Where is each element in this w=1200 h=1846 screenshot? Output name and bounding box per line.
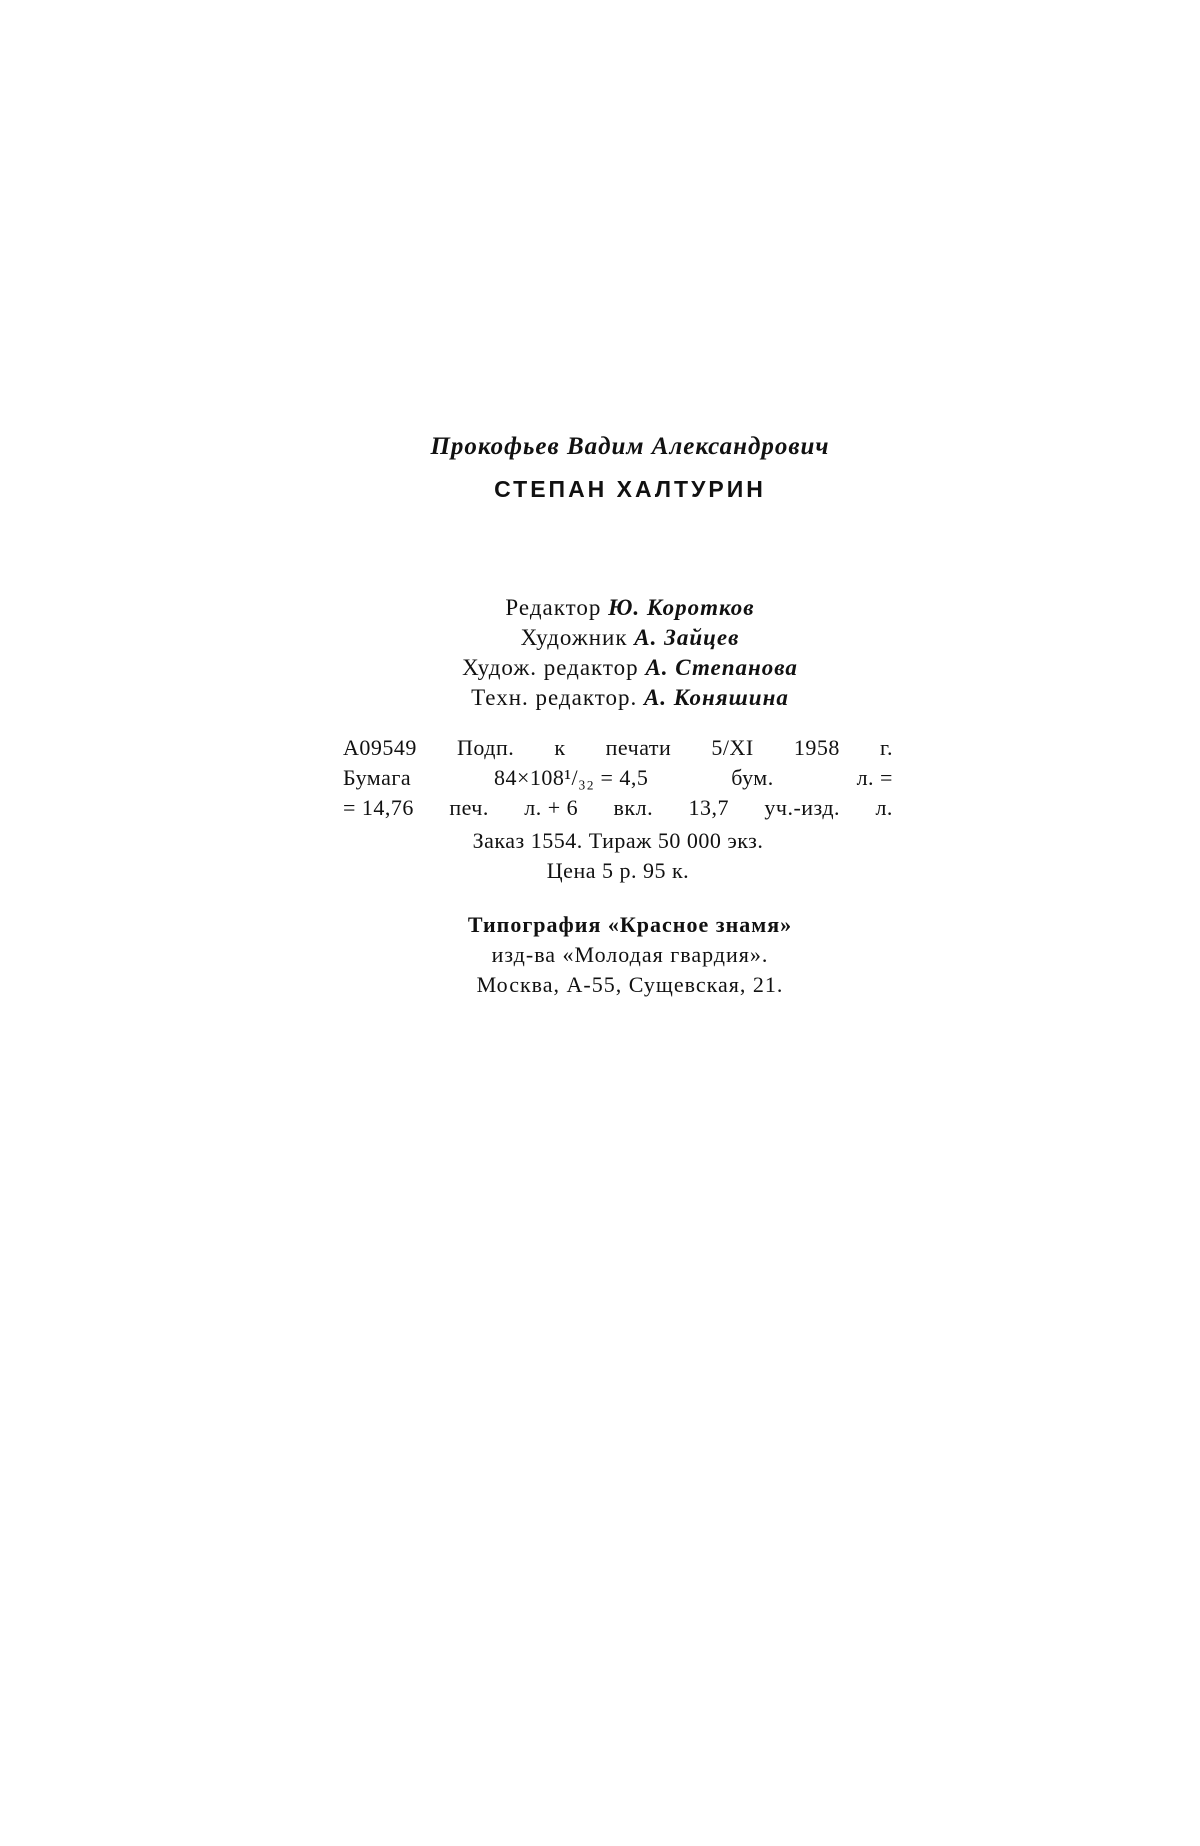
imprint-price: Цена 5 р. 95 к. bbox=[546, 858, 690, 883]
author-name: Прокофьев Вадим Александрович bbox=[430, 433, 830, 460]
credit-name: А. Степанова bbox=[645, 655, 798, 680]
imprint-word: А09549 bbox=[343, 735, 417, 760]
credit-role: Художник bbox=[520, 625, 628, 650]
credit-art-editor bbox=[380, 656, 880, 679]
imprint-word: 1958 bbox=[793, 735, 840, 760]
credit-name: А. Коняшина bbox=[643, 685, 789, 710]
printer-publisher: изд-ва «Молодая гвардия». bbox=[491, 942, 769, 967]
imprint-line-2 bbox=[343, 767, 893, 789]
imprint-word: вкл. bbox=[613, 795, 654, 820]
credit-tech-editor bbox=[380, 686, 880, 709]
credit-name: Ю. Коротков bbox=[608, 595, 755, 620]
credit-role: Редактор bbox=[505, 595, 602, 620]
imprint-word: уч.-изд. bbox=[764, 795, 841, 820]
credit-name: А. Зайцев bbox=[634, 625, 740, 650]
credit-role: Худож. редактор bbox=[462, 655, 639, 680]
imprint-line-3 bbox=[343, 797, 893, 819]
imprint-word: = 14,76 bbox=[343, 795, 414, 820]
imprint-word: к bbox=[554, 735, 566, 760]
imprint-word: 5/XI bbox=[711, 735, 754, 760]
imprint-word: л. + 6 bbox=[524, 795, 579, 820]
imprint-word: 84×108¹/₃₂ = 4,5 bbox=[493, 765, 649, 790]
book-title: СТЕПАН ХАЛТУРИН bbox=[494, 476, 766, 502]
imprint-line-1 bbox=[343, 737, 893, 759]
imprint-word: 13,7 bbox=[688, 795, 729, 820]
imprint-word: печ. bbox=[449, 795, 489, 820]
imprint-word: печати bbox=[605, 735, 672, 760]
imprint-word: л. bbox=[875, 795, 893, 820]
printer-name: Типография «Красное знамя» bbox=[467, 912, 793, 937]
credit-role: Техн. редактор. bbox=[471, 685, 638, 710]
printer-address: Москва, А-55, Сущевская, 21. bbox=[476, 972, 784, 997]
imprint-word: г. bbox=[879, 735, 893, 760]
credit-artist bbox=[380, 626, 880, 649]
imprint-word: бум. bbox=[731, 765, 774, 790]
imprint-word: л. = bbox=[856, 765, 893, 790]
credit-editor bbox=[380, 596, 880, 619]
imprint-word: Подп. bbox=[457, 735, 515, 760]
imprint-word: Бумага bbox=[343, 765, 412, 790]
imprint-order-print-run: Заказ 1554. Тираж 50 000 экз. bbox=[472, 828, 764, 853]
